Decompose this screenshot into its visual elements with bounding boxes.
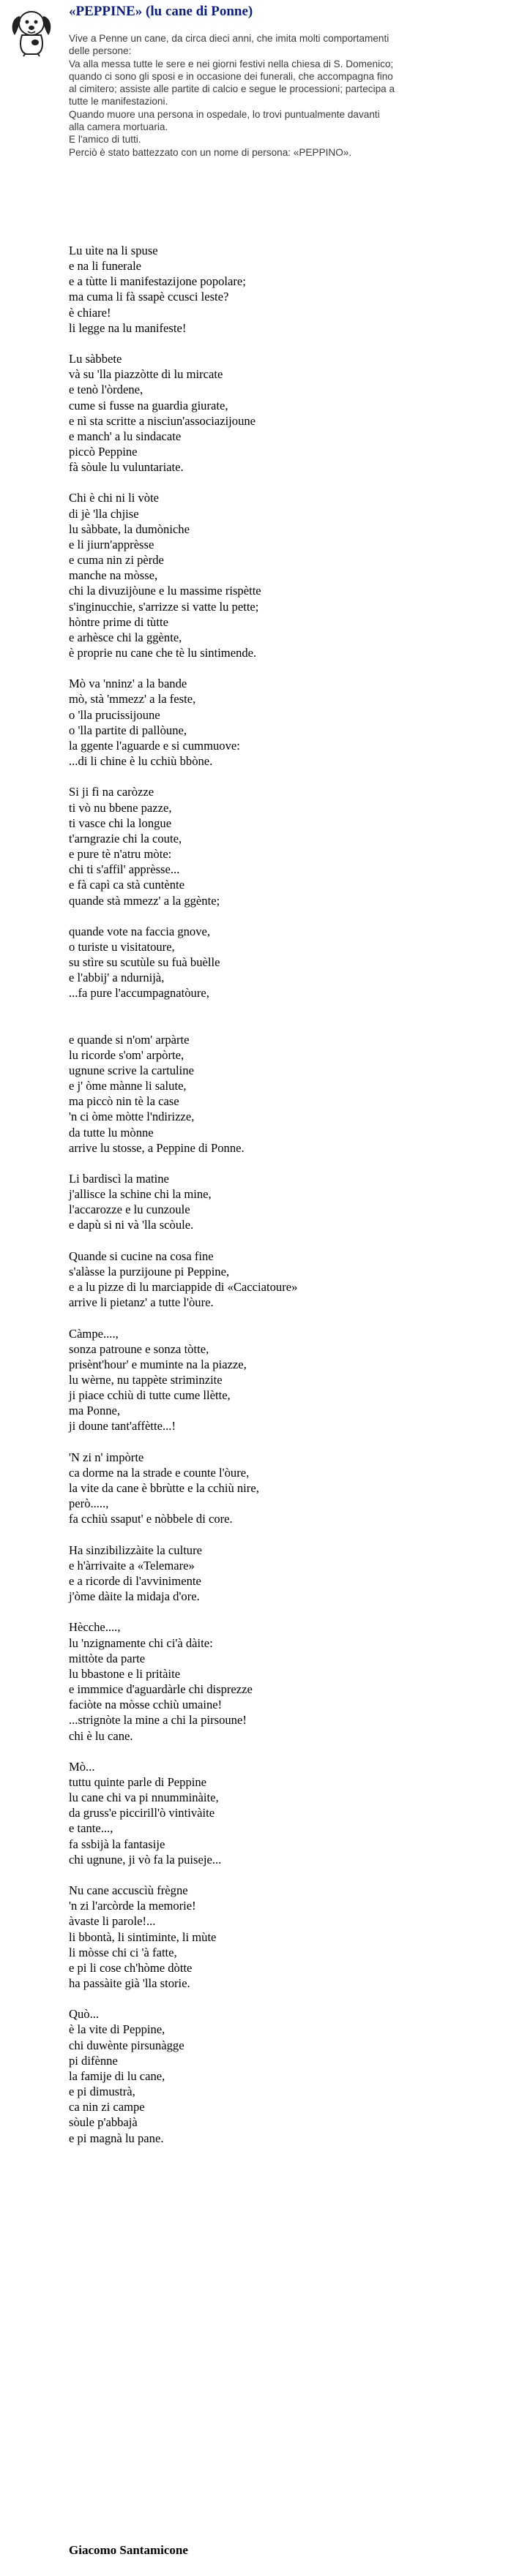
poem-line: s'inginucchie, s'arrizze si vatte lu pette; (69, 599, 259, 614)
poem-line: t'arngrazie chi la coute, (69, 831, 182, 846)
poem-line: piccò Peppine (69, 445, 138, 459)
poem-stanza (69, 243, 501, 336)
poem-line: Mò... (69, 1759, 95, 1774)
poem-line: ti vò nu bbene pazze, (69, 800, 172, 815)
poem-stanza (69, 1450, 501, 1527)
poem-line: Lu sàbbete (69, 352, 122, 366)
poem-line: lu sàbbate, la dumòniche (69, 521, 190, 536)
intro-line: Perciò è stato battezzato con un nome di persona: «PEPPINO». (69, 146, 352, 158)
poem-line: mò, stà 'mmezz' a la feste, (69, 692, 196, 707)
poem-line: Quò... (69, 2007, 100, 2022)
poem-line: lu wèrne, nu tappète striminzite (69, 1372, 223, 1387)
poem-line: Si ji fì na caròzze (69, 785, 154, 799)
poem-line: e pure tè n'atru mòte: (69, 847, 172, 862)
poem-line: Mò va 'nninz' a la bande (69, 677, 187, 691)
poem-line: e h'àrrivaite a «Telemare» (69, 1558, 195, 1573)
poem-line: è proprie nu cane che tè lu sintimende. (69, 646, 257, 660)
poem-line: pi difènne (69, 2053, 118, 2068)
page-title: «PEPPINE» (lu cane di Ponne) (69, 4, 253, 19)
poem-line: e tenò l'òrdene, (69, 383, 143, 397)
poem-line: s'alàsse la purzijoune pi Peppine, (69, 1264, 230, 1278)
poem-stanza (69, 1883, 501, 1991)
poem-line: chi ugnune, ji vò fa la puiseje... (69, 1852, 222, 1867)
poem-line: la ggente l'aguarde e si cummuove: (69, 738, 240, 753)
author-signature: Giacomo Santamicone (69, 2543, 188, 2557)
poem-line: 'n ci òme mòtte l'ndirizze, (69, 1110, 195, 1124)
poem-line: quande vote na faccia gnove, (69, 924, 211, 938)
poem-line: chi duwènte pirsunàgge (69, 2038, 184, 2052)
poem-line: e fà capì ca stà cuntènte (69, 878, 185, 892)
poem-line: chi la divuzijòune e lu massime rispètte (69, 584, 261, 598)
poem-line: e l'abbij' a ndurnijà, (69, 971, 165, 985)
poem-line: è chiare! (69, 305, 111, 320)
poem-stanza (69, 1619, 501, 1743)
poem-line: ...di li chine è lu cchiù bbòne. (69, 754, 213, 769)
intro-line: al cimitero; assiste alle partite di calcio e segue le processioni; partecipa a (69, 83, 395, 95)
poem-line: arrive li pietanz' a tutte l'òure. (69, 1295, 214, 1310)
poem-line: ma cuma li fà ssapè ccusci leste? (69, 290, 229, 304)
poem-stanza (69, 676, 501, 769)
poem-line: ha passàite già 'lla storie. (69, 1976, 190, 1990)
poem-line: Quande si cucine na cosa fine (69, 1249, 214, 1263)
poem-line: e immmice d'aguardàrle chi disprezze (69, 1682, 253, 1697)
poem-line: e a lu pizze di lu marciappide di «Cacciatoure» (69, 1280, 298, 1295)
poem-line: chi è lu cane. (69, 1728, 133, 1743)
poem-stanza (69, 1326, 501, 1434)
poem-line: chi ti s'affil' apprèsse... (69, 862, 180, 877)
poem-line: Nu cane accuscìù frègne (69, 1883, 188, 1898)
poem-line: Lu uìte na li spuse (69, 244, 158, 257)
poem-line: però....., (69, 1496, 109, 1511)
poem-line: e cuma nin zi pèrde (69, 553, 164, 568)
poem-line: ca dorme na la strade e counte l'òure, (69, 1465, 250, 1480)
poem-line: fa cchiù ssaput' e nòbbele di core. (69, 1512, 233, 1526)
poem-line: e a ricorde di l'avvinimente (69, 1573, 201, 1588)
intro-line: Va alla messa tutte le sere e nei giorni festivi nella chiesa di S. Domenico; (69, 58, 394, 69)
poem-line: è la vite di Peppine, (69, 2022, 165, 2037)
poem-line: ugnune scrive la cartuline (69, 1063, 194, 1077)
poem-line: e pi li cose ch'hòme dòtte (69, 1960, 193, 1975)
poem-line: ma Ponne, (69, 1404, 121, 1418)
header (69, 3, 501, 159)
poem-line: e dapù si ni và 'lla scòule. (69, 1218, 194, 1232)
poem-line: ti vasce chi la longue (69, 816, 172, 830)
poem-line: la famije di lu cane, (69, 2068, 165, 2083)
poem-line: manche na mòsse, (69, 568, 158, 583)
poem-line: tuttu quinte parle di Peppine (69, 1774, 207, 1789)
poem-line: Hècche...., (69, 1620, 121, 1635)
poem-line: faciòte na mòsse cchiù umaine! (69, 1698, 223, 1712)
poem-line: e pi dimustrà, (69, 2084, 135, 2099)
poem-line: e a tùtte li manifestazijone popolare; (69, 274, 246, 289)
poem-line: và su 'lla piazzòtte di lu mircate (69, 367, 223, 382)
poem-stanza (69, 1171, 501, 1233)
poem-line: l'accarozze e lu cunzoule (69, 1202, 190, 1217)
poem-line: su stìre su scutùle su fuà buèlle (69, 955, 220, 970)
poem-line: ji piace cchiù di tutte cume llètte, (69, 1388, 231, 1403)
poem-stanza (69, 1032, 501, 1156)
poem-line: da tutte lu mònne (69, 1125, 154, 1140)
poem-line: hòntre prime di tùtte (69, 614, 168, 629)
poem-line: o 'lla prucissijoune (69, 707, 160, 722)
poem-line: lu cane chi va pi nnumminàite, (69, 1790, 219, 1805)
poem-line: ca nin zi campe (69, 2100, 145, 2114)
poem-line: prisènt'hour' e muminte na la piazze, (69, 1357, 247, 1371)
poem-line: Li bardiscì la matine (69, 1171, 169, 1186)
poem-line: sòule p'abbajà (69, 2115, 138, 2130)
poem-line: Càmpe...., (69, 1326, 119, 1341)
poem (69, 243, 501, 2161)
poem-line: o 'lla partite di pallòune, (69, 723, 187, 737)
poem-stanza (69, 1759, 501, 1867)
intro-line: Quando muore una persona in ospedale, lo trovi puntualmente davanti (69, 108, 380, 120)
poem-line: e li jiurn'apprèsse (69, 537, 154, 551)
intro-line: E l'amico di tutti. (69, 134, 141, 146)
intro-line: delle persone: (69, 45, 132, 57)
poem-line: o turiste u visitatoure, (69, 939, 175, 954)
poem-line: li bbontà, li sintiminte, li mùte (69, 1929, 217, 1944)
poem-stanza (69, 924, 501, 1001)
intro-line: tutte le manifestazioni. (69, 96, 168, 108)
dog-illustration (6, 3, 57, 57)
poem-line: e pi magnà lu pane. (69, 2131, 164, 2145)
poem-line: e nì sta scritte a nisciun'associazijoune (69, 413, 256, 428)
poem-line: Ha sinzibilizzàite la culture (69, 1543, 202, 1557)
poem-line: lu 'nzignamente chi ci'à dàite: (69, 1635, 213, 1650)
poem-line: lu bbastone e li pritàite (69, 1666, 181, 1681)
intro-line: quando ci sono gli sposi e in occasione dei funerali, che accompagna fino (69, 70, 393, 82)
poem-line: e manch' a lu sindacate (69, 429, 182, 443)
poem-stanza (69, 784, 501, 908)
poem-line: e na li funerale (69, 259, 142, 274)
poem-line: lu ricorde s'om' arpòrte, (69, 1047, 184, 1062)
poem-line: la vite da cane è bbrùtte e la cchiù nire, (69, 1481, 259, 1496)
poem-line: ...fa pure l'accumpagnatòure, (69, 986, 209, 1001)
poem-line: li legge na lu manifeste! (69, 320, 187, 335)
poem-line: quande stà mmezz' a la ggènte; (69, 893, 220, 908)
poem-line: ji doune tant'affètte...! (69, 1419, 176, 1434)
poem-line: da gruss'e piccirill'ò vintivàite (69, 1806, 215, 1820)
poem-line: fa ssbijà la fantasije (69, 1837, 165, 1851)
poem-line: j'allisce la schine chi la mine, (69, 1187, 212, 1202)
poem-line: ...strignòte la mine a chi la pirsoune! (69, 1713, 247, 1728)
poem-line: fà sòule lu vuluntariate. (69, 460, 184, 475)
poem-line: e quande si n'om' arpàrte (69, 1032, 190, 1047)
poem-line: àvaste li parole!... (69, 1914, 156, 1929)
poem-line: di jè 'lla chjise (69, 506, 139, 521)
poem-line: cume si fusse na guardia giurate, (69, 398, 228, 413)
poem-line: arrive lu stosse, a Peppine di Ponne. (69, 1140, 245, 1155)
poem-line: e arhèsce chi la ggènte, (69, 630, 182, 644)
poem-stanza (69, 1543, 501, 1605)
poem-line: 'N zi n' impòrte (69, 1450, 144, 1464)
poem-line: e tante..., (69, 1821, 113, 1836)
poem-stanza (69, 2006, 501, 2145)
poem-stanza (69, 490, 501, 660)
poem-line: e j' òme mànne li salute, (69, 1079, 187, 1093)
intro-line: Vive a Penne un cane, da circa dieci anni, che imita molti comportamenti (69, 33, 389, 44)
poem-line: ma piccò nin tè la case (69, 1094, 179, 1109)
poem-line: 'n zi l'arcòrde la memorie! (69, 1899, 196, 1913)
poem-line: Chi è chi ni li vòte (69, 491, 160, 505)
intro-line: alla camera mortuaria. (69, 121, 168, 133)
poem-line: sonza patroune e sonza tòtte, (69, 1341, 209, 1356)
poem-stanza (69, 1249, 501, 1311)
poem-stanza (69, 351, 501, 475)
poem-line: li mòsse chi ci 'à fatte, (69, 1945, 177, 1959)
intro-text (69, 32, 501, 159)
poem-line: j'òme dàite la midaja d'ore. (69, 1589, 200, 1604)
poem-line: mittòte da parte (69, 1651, 146, 1665)
